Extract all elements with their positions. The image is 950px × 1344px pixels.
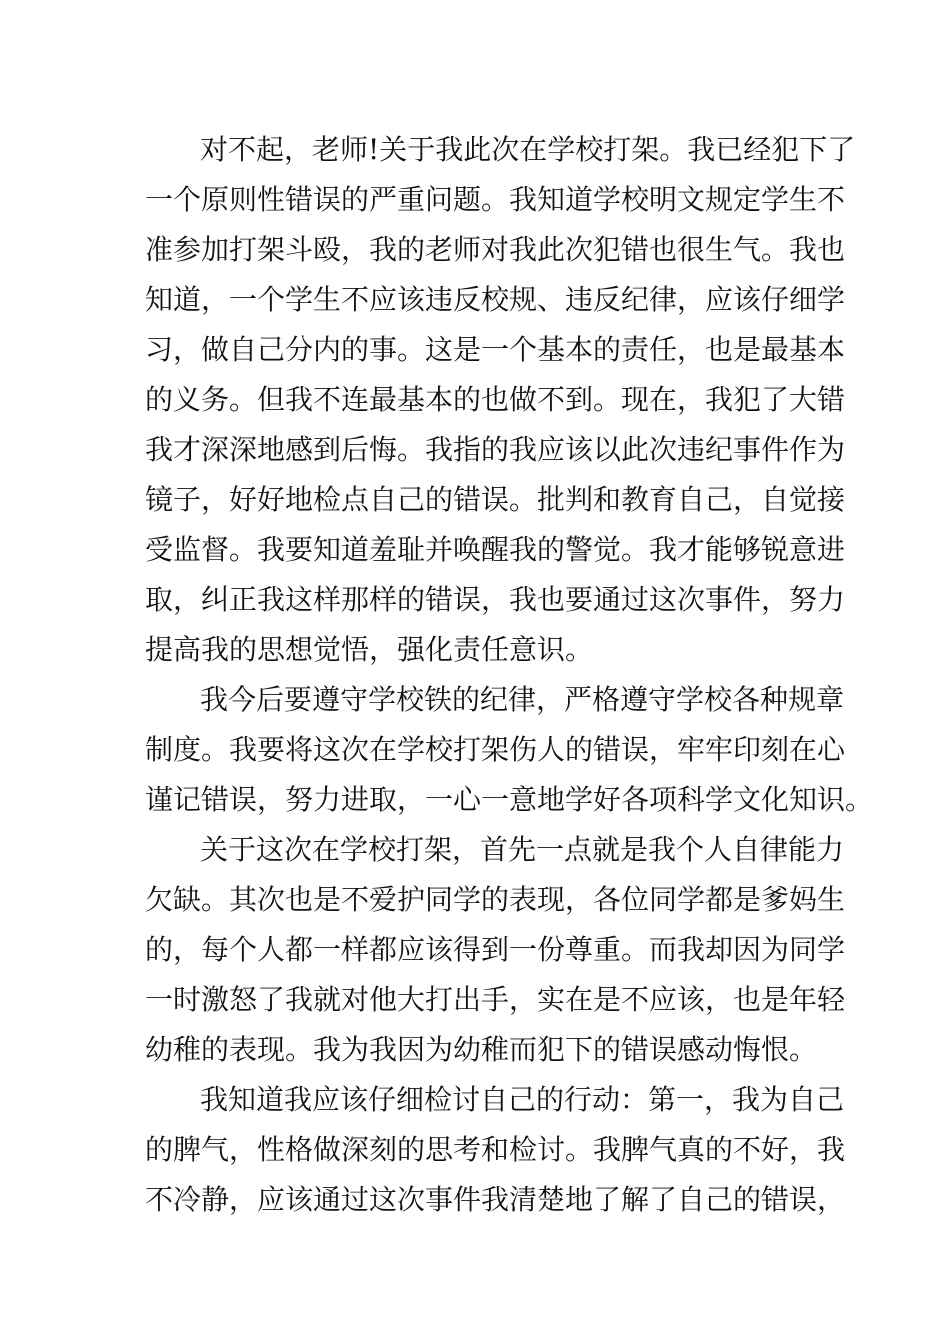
text-line: 对不起，老师!关于我此次在学校打架。我已经犯下了 — [200, 133, 856, 166]
text-line: 取，纠正我这样那样的错误，我也要通过这次事件，努力 — [145, 583, 846, 616]
text-line: 一时激怒了我就对他大打出手，实在是不应该，也是年轻 — [145, 983, 846, 1016]
text-line: 我知道我应该仔细检讨自己的行动：第一，我为自己 — [200, 1083, 845, 1116]
text-line: 提高我的思想觉悟，强化责任意识。 — [145, 633, 594, 666]
text-line: 制度。我要将这次在学校打架伤人的错误，牢牢印刻在心 — [145, 733, 846, 766]
text-line: 的，每个人都一样都应该得到一份尊重。而我却因为同学 — [145, 933, 846, 966]
text-line: 准参加打架斗殴，我的老师对我此次犯错也很生气。我也 — [145, 233, 846, 266]
text-line: 我才深深地感到后悔。我指的我应该以此次违纪事件作为 — [145, 433, 846, 466]
text-line: 的脾气，性格做深刻的思考和检讨。我脾气真的不好，我 — [145, 1133, 846, 1166]
text-line: 幼稚的表现。我为我因为幼稚而犯下的错误感动悔恨。 — [145, 1033, 818, 1066]
text-line: 镜子，好好地检点自己的错误。批判和教育自己，自觉接 — [145, 483, 846, 516]
text-line: 谨记错误，努力进取，一心一意地学好各项科学文化知识。 — [145, 783, 874, 816]
text-line: 的义务。但我不连最基本的也做不到。现在，我犯了大错 — [145, 383, 846, 416]
text-line: 知道，一个学生不应该违反校规、违反纪律，应该仔细学 — [145, 283, 846, 316]
text-line: 我今后要遵守学校铁的纪律，严格遵守学校各种规章 — [200, 683, 845, 716]
text-line: 关于这次在学校打架，首先一点就是我个人自律能力 — [200, 833, 845, 866]
text-line: 一个原则性错误的严重问题。我知道学校明文规定学生不 — [145, 183, 846, 216]
text-line: 习，做自己分内的事。这是一个基本的责任，也是最基本 — [145, 333, 846, 366]
text-line: 不冷静，应该通过这次事件我清楚地了解了自己的错误， — [145, 1183, 846, 1216]
text-line: 受监督。我要知道羞耻并唤醒我的警觉。我才能够锐意进 — [145, 533, 846, 566]
text-line: 欠缺。其次也是不爱护同学的表现，各位同学都是爹妈生 — [145, 883, 846, 916]
